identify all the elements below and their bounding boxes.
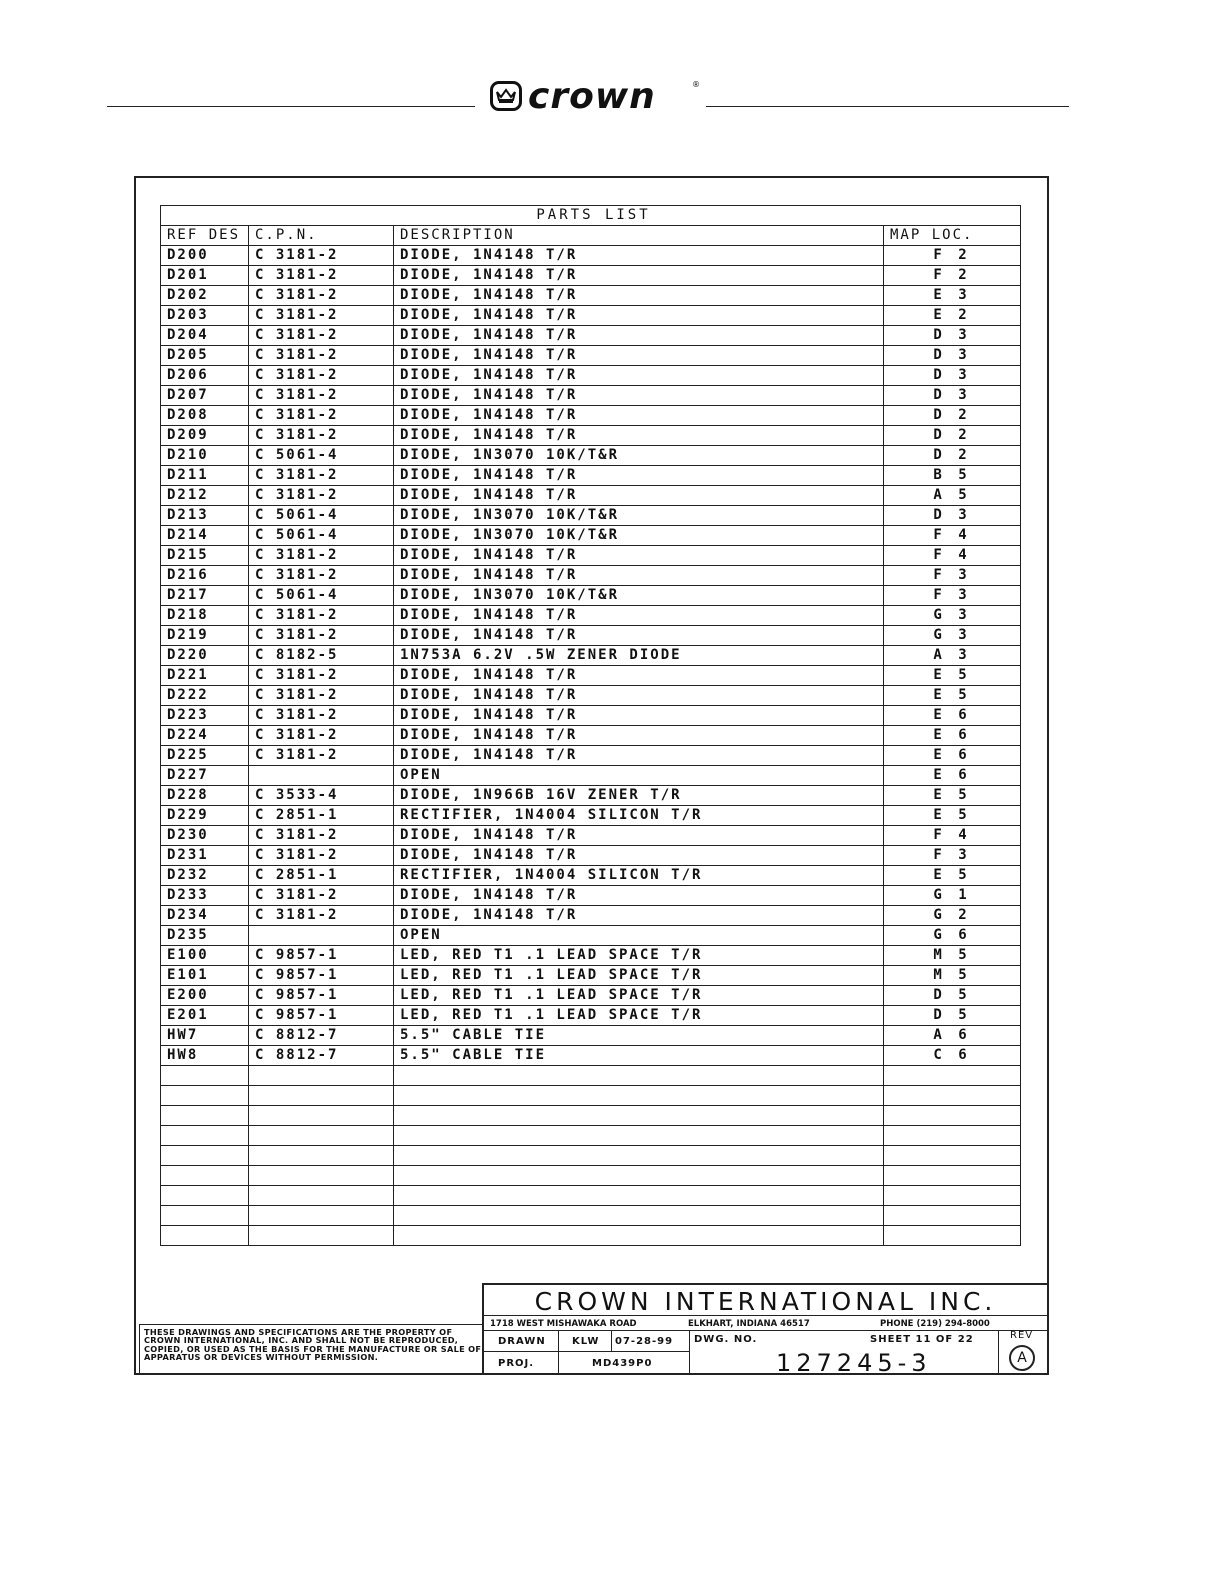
address-line (490, 1316, 1045, 1330)
parts-list-title: PARTS LIST (161, 206, 1021, 226)
table-row (161, 686, 1021, 706)
ref-des-cell: D211 (161, 466, 249, 486)
ref-des-cell: D216 (161, 566, 249, 586)
table-row (161, 586, 1021, 606)
ref-des-cell: D203 (161, 306, 249, 326)
cpn-cell: C 9857-1 (249, 966, 394, 986)
cpn-cell: C 3181-2 (249, 906, 394, 926)
map-loc-cell: G 2 (884, 906, 1021, 926)
ref-des-cell: HW8 (161, 1046, 249, 1066)
table-row (161, 906, 1021, 926)
cpn-cell: C 8812-7 (249, 1026, 394, 1046)
empty-cell (394, 1206, 884, 1226)
table-row (161, 726, 1021, 746)
ref-des-cell: D230 (161, 826, 249, 846)
table-row (161, 546, 1021, 566)
title-block (482, 1283, 1049, 1375)
cpn-cell: C 3181-2 (249, 566, 394, 586)
cpn-cell: C 2851-1 (249, 866, 394, 886)
map-loc-cell: E 5 (884, 866, 1021, 886)
empty-cell (161, 1206, 249, 1226)
empty-cell (161, 1186, 249, 1206)
ref-des-cell: D208 (161, 406, 249, 426)
empty-table-row (161, 1066, 1021, 1086)
table-row (161, 966, 1021, 986)
map-loc-cell: A 3 (884, 646, 1021, 666)
ref-des-cell: D225 (161, 746, 249, 766)
map-loc-cell: A 6 (884, 1026, 1021, 1046)
cpn-cell: C 3181-2 (249, 746, 394, 766)
ref-des-cell: D206 (161, 366, 249, 386)
empty-cell (394, 1226, 884, 1246)
table-row (161, 866, 1021, 886)
drawn-by: KLW (572, 1336, 600, 1347)
map-loc-cell: F 2 (884, 266, 1021, 286)
crown-logo (490, 76, 702, 117)
ref-des-cell: D204 (161, 326, 249, 346)
ref-des-cell: D217 (161, 586, 249, 606)
cpn-cell (249, 766, 394, 786)
map-loc-cell: D 2 (884, 426, 1021, 446)
cpn-cell: C 3181-2 (249, 406, 394, 426)
empty-table-row (161, 1146, 1021, 1166)
map-loc-cell: C 6 (884, 1046, 1021, 1066)
drawing-number: 127245-3 (776, 1349, 932, 1377)
cpn-cell: C 3181-2 (249, 466, 394, 486)
proj-label: PROJ. (498, 1358, 535, 1369)
empty-cell (161, 1086, 249, 1106)
col-cpn: C.P.N. (249, 226, 394, 246)
description-cell: 1N753A 6.2V .5W ZENER DIODE (394, 646, 884, 666)
ref-des-cell: D223 (161, 706, 249, 726)
cpn-cell: C 8182-5 (249, 646, 394, 666)
map-loc-cell: D 3 (884, 326, 1021, 346)
ref-des-cell: D214 (161, 526, 249, 546)
empty-cell (884, 1206, 1021, 1226)
company-name: CROWN INTERNATIONAL INC. (534, 1287, 997, 1316)
ref-des-cell: D207 (161, 386, 249, 406)
map-loc-cell: F 4 (884, 526, 1021, 546)
cpn-cell: C 3181-2 (249, 266, 394, 286)
table-row (161, 446, 1021, 466)
description-cell: 5.5" CABLE TIE (394, 1046, 884, 1066)
cpn-cell: C 3181-2 (249, 846, 394, 866)
ref-des-cell: D209 (161, 426, 249, 446)
cpn-cell: C 3181-2 (249, 666, 394, 686)
description-cell: DIODE, 1N4148 T/R (394, 726, 884, 746)
table-row (161, 366, 1021, 386)
description-cell: DIODE, 1N4148 T/R (394, 286, 884, 306)
ref-des-cell: D222 (161, 686, 249, 706)
table-row (161, 946, 1021, 966)
cpn-cell: C 3533-4 (249, 786, 394, 806)
ref-des-cell: D205 (161, 346, 249, 366)
table-row (161, 306, 1021, 326)
cpn-cell: C 3181-2 (249, 386, 394, 406)
description-cell: DIODE, 1N4148 T/R (394, 486, 884, 506)
cpn-cell: C 5061-4 (249, 446, 394, 466)
ref-des-cell: D220 (161, 646, 249, 666)
map-loc-cell: E 5 (884, 686, 1021, 706)
empty-cell (249, 1226, 394, 1246)
cpn-cell: C 8812-7 (249, 1046, 394, 1066)
map-loc-cell: D 3 (884, 346, 1021, 366)
description-cell: DIODE, 1N3070 10K/T&R (394, 446, 884, 466)
map-loc-cell: F 4 (884, 546, 1021, 566)
ref-des-cell: E100 (161, 946, 249, 966)
description-cell: DIODE, 1N4148 T/R (394, 406, 884, 426)
ref-des-cell: D200 (161, 246, 249, 266)
map-loc-cell: D 3 (884, 506, 1021, 526)
description-cell: LED, RED T1 .1 LEAD SPACE T/R (394, 1006, 884, 1026)
cpn-cell: C 9857-1 (249, 946, 394, 966)
phone-number: PHONE (219) 294-8000 (880, 1319, 990, 1329)
table-row (161, 506, 1021, 526)
property-notice: THESE DRAWINGS AND SPECIFICATIONS ARE THE PROPERTY OF CROWN INTERNATIONAL, INC. AND SHALL NOT BE REPRODUCED, COPIED, OR USED AS THE BASIS FOR THE MANUFACTURE OR SALE OF APPARATUS OR DEVICES WITHOUT PERMISSION. (139, 1324, 482, 1374)
street-address: 1718 WEST MISHAWAKA ROAD (490, 1319, 637, 1329)
cpn-cell: C 3181-2 (249, 486, 394, 506)
empty-cell (884, 1106, 1021, 1126)
map-loc-cell: F 2 (884, 246, 1021, 266)
empty-cell (884, 1126, 1021, 1146)
empty-cell (884, 1186, 1021, 1206)
city-address: ELKHART, INDIANA 46517 (688, 1319, 810, 1329)
table-row (161, 606, 1021, 626)
table-row (161, 426, 1021, 446)
map-loc-cell: G 3 (884, 626, 1021, 646)
map-loc-cell: F 4 (884, 826, 1021, 846)
brand-wordmark: crown (528, 76, 656, 117)
sheet-number: SHEET 11 OF 22 (870, 1334, 974, 1345)
registered-mark: ® (692, 80, 700, 89)
description-cell: DIODE, 1N4148 T/R (394, 546, 884, 566)
map-loc-cell: D 5 (884, 986, 1021, 1006)
empty-table-row (161, 1086, 1021, 1106)
table-row (161, 1006, 1021, 1026)
description-cell: LED, RED T1 .1 LEAD SPACE T/R (394, 966, 884, 986)
description-cell: DIODE, 1N4148 T/R (394, 386, 884, 406)
cpn-cell (249, 926, 394, 946)
map-loc-cell: E 5 (884, 666, 1021, 686)
description-cell: DIODE, 1N4148 T/R (394, 666, 884, 686)
cpn-cell: C 3181-2 (249, 366, 394, 386)
cpn-cell: C 9857-1 (249, 986, 394, 1006)
table-row (161, 706, 1021, 726)
cpn-cell: C 5061-4 (249, 506, 394, 526)
description-cell: RECTIFIER, 1N4004 SILICON T/R (394, 866, 884, 886)
cpn-cell: C 2851-1 (249, 806, 394, 826)
table-row (161, 1046, 1021, 1066)
description-cell: DIODE, 1N4148 T/R (394, 746, 884, 766)
cpn-cell: C 3181-2 (249, 286, 394, 306)
cpn-cell: C 3181-2 (249, 326, 394, 346)
cpn-cell: C 3181-2 (249, 826, 394, 846)
table-row (161, 346, 1021, 366)
description-cell: DIODE, 1N4148 T/R (394, 306, 884, 326)
cpn-cell: C 5061-4 (249, 586, 394, 606)
description-cell: DIODE, 1N4148 T/R (394, 626, 884, 646)
cpn-cell: C 3181-2 (249, 686, 394, 706)
table-row (161, 266, 1021, 286)
map-loc-cell: E 5 (884, 806, 1021, 826)
map-loc-cell: D 5 (884, 1006, 1021, 1026)
map-loc-cell: E 5 (884, 786, 1021, 806)
map-loc-cell: E 6 (884, 766, 1021, 786)
table-row (161, 466, 1021, 486)
empty-cell (884, 1226, 1021, 1246)
table-row (161, 286, 1021, 306)
table-row (161, 806, 1021, 826)
project-code: MD439P0 (592, 1358, 653, 1369)
table-row (161, 1026, 1021, 1046)
map-loc-cell: D 3 (884, 366, 1021, 386)
empty-table-row (161, 1226, 1021, 1246)
empty-cell (161, 1126, 249, 1146)
map-loc-cell: G 6 (884, 926, 1021, 946)
description-cell: DIODE, 1N4148 T/R (394, 566, 884, 586)
ref-des-cell: E200 (161, 986, 249, 1006)
description-cell: OPEN (394, 926, 884, 946)
map-loc-cell: F 3 (884, 586, 1021, 606)
ref-des-cell: D221 (161, 666, 249, 686)
ref-des-cell: D234 (161, 906, 249, 926)
ref-des-cell: D232 (161, 866, 249, 886)
empty-cell (249, 1086, 394, 1106)
description-cell: DIODE, 1N4148 T/R (394, 426, 884, 446)
empty-cell (884, 1146, 1021, 1166)
empty-cell (249, 1106, 394, 1126)
empty-cell (394, 1126, 884, 1146)
ref-des-cell: D228 (161, 786, 249, 806)
ref-des-cell: D233 (161, 886, 249, 906)
description-cell: DIODE, 1N4148 T/R (394, 466, 884, 486)
cpn-cell: C 3181-2 (249, 726, 394, 746)
table-row (161, 326, 1021, 346)
table-row (161, 626, 1021, 646)
map-loc-cell: E 2 (884, 306, 1021, 326)
map-loc-cell: D 2 (884, 406, 1021, 426)
ref-des-cell: E101 (161, 966, 249, 986)
description-cell: DIODE, 1N4148 T/R (394, 706, 884, 726)
description-cell: DIODE, 1N4148 T/R (394, 846, 884, 866)
table-row (161, 986, 1021, 1006)
map-loc-cell: G 1 (884, 886, 1021, 906)
table-row (161, 526, 1021, 546)
description-cell: DIODE, 1N3070 10K/T&R (394, 506, 884, 526)
empty-table-row (161, 1166, 1021, 1186)
table-row (161, 846, 1021, 866)
empty-cell (394, 1186, 884, 1206)
empty-cell (394, 1086, 884, 1106)
header-rule-left (107, 106, 475, 107)
ref-des-cell: D219 (161, 626, 249, 646)
map-loc-cell: F 3 (884, 846, 1021, 866)
empty-cell (249, 1126, 394, 1146)
map-loc-cell: D 3 (884, 386, 1021, 406)
description-cell: DIODE, 1N4148 T/R (394, 886, 884, 906)
col-ref-des: REF DES (161, 226, 249, 246)
description-cell: DIODE, 1N4148 T/R (394, 826, 884, 846)
description-cell: DIODE, 1N4148 T/R (394, 326, 884, 346)
ref-des-cell: D210 (161, 446, 249, 466)
ref-des-cell: D212 (161, 486, 249, 506)
empty-cell (249, 1206, 394, 1226)
map-loc-cell: M 5 (884, 966, 1021, 986)
empty-cell (161, 1226, 249, 1246)
description-cell: RECTIFIER, 1N4004 SILICON T/R (394, 806, 884, 826)
table-row (161, 566, 1021, 586)
table-row (161, 246, 1021, 266)
parts-list-table (160, 205, 1021, 1246)
table-row (161, 746, 1021, 766)
map-loc-cell: M 5 (884, 946, 1021, 966)
dwg-no-label: DWG. NO. (694, 1334, 758, 1345)
empty-cell (161, 1106, 249, 1126)
revision-letter: A (1009, 1345, 1035, 1371)
empty-cell (249, 1166, 394, 1186)
empty-table-row (161, 1186, 1021, 1206)
description-cell: DIODE, 1N966B 16V ZENER T/R (394, 786, 884, 806)
empty-cell (161, 1066, 249, 1086)
description-cell: DIODE, 1N3070 10K/T&R (394, 586, 884, 606)
ref-des-cell: D201 (161, 266, 249, 286)
description-cell: 5.5" CABLE TIE (394, 1026, 884, 1046)
cpn-cell: C 3181-2 (249, 426, 394, 446)
empty-cell (884, 1086, 1021, 1106)
cpn-cell: C 3181-2 (249, 346, 394, 366)
map-loc-cell: E 6 (884, 726, 1021, 746)
cpn-cell: C 3181-2 (249, 606, 394, 626)
description-cell: LED, RED T1 .1 LEAD SPACE T/R (394, 946, 884, 966)
table-row (161, 386, 1021, 406)
map-loc-cell: A 5 (884, 486, 1021, 506)
map-loc-cell: E 6 (884, 746, 1021, 766)
ref-des-cell: D227 (161, 766, 249, 786)
ref-des-cell: D235 (161, 926, 249, 946)
description-cell: DIODE, 1N4148 T/R (394, 906, 884, 926)
empty-cell (884, 1066, 1021, 1086)
table-row (161, 926, 1021, 946)
cpn-cell: C 5061-4 (249, 526, 394, 546)
table-row (161, 646, 1021, 666)
table-row (161, 406, 1021, 426)
empty-cell (249, 1186, 394, 1206)
empty-cell (161, 1166, 249, 1186)
ref-des-cell: D215 (161, 546, 249, 566)
map-loc-cell: E 6 (884, 706, 1021, 726)
header-rule-right (706, 106, 1069, 107)
empty-cell (884, 1166, 1021, 1186)
ref-des-cell: D229 (161, 806, 249, 826)
ref-des-cell: D202 (161, 286, 249, 306)
cpn-cell: C 3181-2 (249, 886, 394, 906)
table-row (161, 786, 1021, 806)
crown-icon (490, 81, 522, 111)
description-cell: DIODE, 1N4148 T/R (394, 346, 884, 366)
cpn-cell: C 9857-1 (249, 1006, 394, 1026)
empty-cell (161, 1146, 249, 1166)
description-cell: OPEN (394, 766, 884, 786)
description-cell: DIODE, 1N4148 T/R (394, 266, 884, 286)
empty-table-row (161, 1206, 1021, 1226)
map-loc-cell: F 3 (884, 566, 1021, 586)
empty-table-row (161, 1106, 1021, 1126)
map-loc-cell: E 3 (884, 286, 1021, 306)
table-row (161, 666, 1021, 686)
ref-des-cell: D213 (161, 506, 249, 526)
table-row (161, 766, 1021, 786)
description-cell: DIODE, 1N4148 T/R (394, 246, 884, 266)
map-loc-cell: D 2 (884, 446, 1021, 466)
description-cell: DIODE, 1N3070 10K/T&R (394, 526, 884, 546)
cpn-cell: C 3181-2 (249, 546, 394, 566)
ref-des-cell: D224 (161, 726, 249, 746)
table-row (161, 886, 1021, 906)
cpn-cell: C 3181-2 (249, 706, 394, 726)
empty-table-row (161, 1126, 1021, 1146)
drawn-label: DRAWN (498, 1336, 546, 1347)
col-description: DESCRIPTION (394, 226, 884, 246)
description-cell: DIODE, 1N4148 T/R (394, 606, 884, 626)
description-cell: DIODE, 1N4148 T/R (394, 686, 884, 706)
ref-des-cell: D218 (161, 606, 249, 626)
cpn-cell: C 3181-2 (249, 626, 394, 646)
map-loc-cell: B 5 (884, 466, 1021, 486)
empty-cell (249, 1066, 394, 1086)
description-cell: LED, RED T1 .1 LEAD SPACE T/R (394, 986, 884, 1006)
empty-cell (394, 1106, 884, 1126)
table-row (161, 826, 1021, 846)
empty-cell (249, 1146, 394, 1166)
empty-cell (394, 1146, 884, 1166)
cpn-cell: C 3181-2 (249, 246, 394, 266)
ref-des-cell: D231 (161, 846, 249, 866)
description-cell: DIODE, 1N4148 T/R (394, 366, 884, 386)
drawing-date: 07-28-99 (615, 1336, 674, 1347)
ref-des-cell: E201 (161, 1006, 249, 1026)
cpn-cell: C 3181-2 (249, 306, 394, 326)
empty-cell (394, 1066, 884, 1086)
parts-list-body (161, 246, 1021, 1246)
table-row (161, 486, 1021, 506)
rev-label: REV (1010, 1330, 1034, 1341)
ref-des-cell: HW7 (161, 1026, 249, 1046)
map-loc-cell: G 3 (884, 606, 1021, 626)
empty-cell (394, 1166, 884, 1186)
col-map-loc: MAP LOC. (884, 226, 1021, 246)
